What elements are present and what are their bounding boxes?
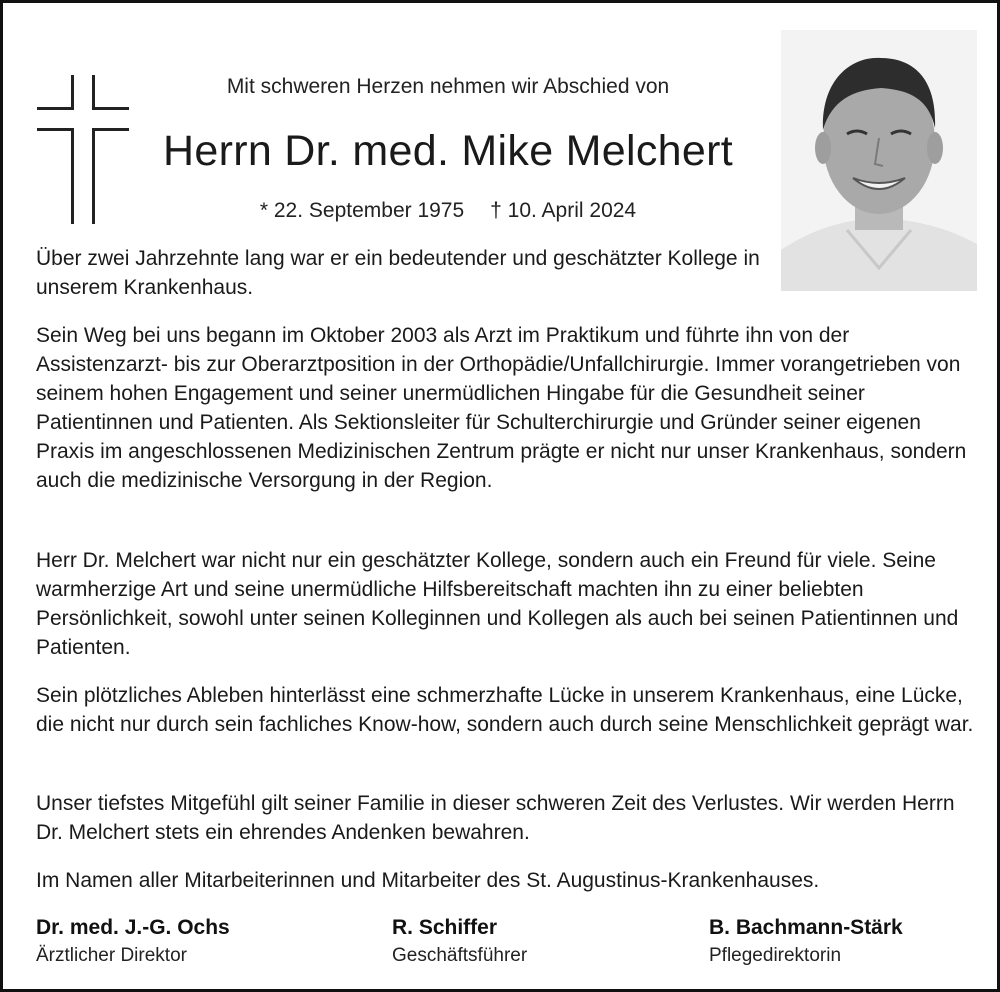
paragraph-2: Sein Weg bei uns begann im Oktober 2003 als Arzt im Praktikum und führte ihn von der Assistenzarzt- bis zur Oberarztposition in der Orthopädie/Unfallchirurgie. Immer vorangetrieben von seinem hohen Engagement und seiner unermüdlichen Hingabe für die Gesundheit seiner Patientinnen und Patienten. Als Sektionsleiter für Schulterchirurgie und Gründer seiner eigenen Praxis im angeschlossenen Medizinischen Zentrum prägte er nicht nur unser Krankenhaus, sondern auch die medizinische Versorgung in der Region. [36,324,967,492]
paragraph-3: Herr Dr. Melchert war nicht nur ein geschätzter Kollege, sondern auch ein Freund für viele. Seine warmherzige Art und seine unermüdliche Hilfsbereitschaft machten ihn zu einer beliebten Persönlichkeit, sowohl unter seinen Kolleginnen und Kollegen als auch bei seinen Patientinnen und Patienten. [36,549,959,659]
signatory-role: Ärztlicher Direktor [36,945,187,966]
paragraph-1: Über zwei Jahrzehnte lang war er ein bedeutender und geschätzter Kollege in unserem Krankenhaus. [36,247,760,299]
intro-line: Mit schweren Herzen nehmen wir Abschied von [226,75,670,98]
signatory-name: B. Bachmann-Stärk [709,916,903,939]
deceased-name: Herrn Dr. med. Mike Melchert [163,127,733,175]
paragraph-6: Im Namen aller Mitarbeiterinnen und Mitarbeiter des St. Augustinus-Krankenhauses. [36,869,820,892]
death-date: † 10. April 2024 [490,199,637,222]
signature-block [36,914,230,970]
signatory-role: Geschäftsführer [392,945,528,966]
life-dates [153,199,743,223]
signature-block [392,914,527,970]
birth-date: * 22. September 1975 [259,199,465,222]
signature-block [709,914,903,970]
signatory-name: Dr. med. J.-G. Ochs [36,916,230,939]
signatory-name: R. Schiffer [392,916,498,939]
paragraph-4: Sein plötzliches Ableben hinterlässt eine schmerzhafte Lücke in unserem Krankenhaus, eine Lücke, die nicht nur durch sein fachliches Know-how, sondern auch durch seine Menschlichkeit geprägt war. [36,684,974,736]
cross-icon [37,75,129,225]
signatory-role: Pflegedirektorin [709,945,842,966]
paragraph-5: Unser tiefstes Mitgefühl gilt seiner Familie in dieser schweren Zeit des Verlustes. Wir werden Herrn Dr. Melchert stets ein ehrendes Andenken bewahren. [36,792,955,844]
portrait-photo [781,30,977,291]
